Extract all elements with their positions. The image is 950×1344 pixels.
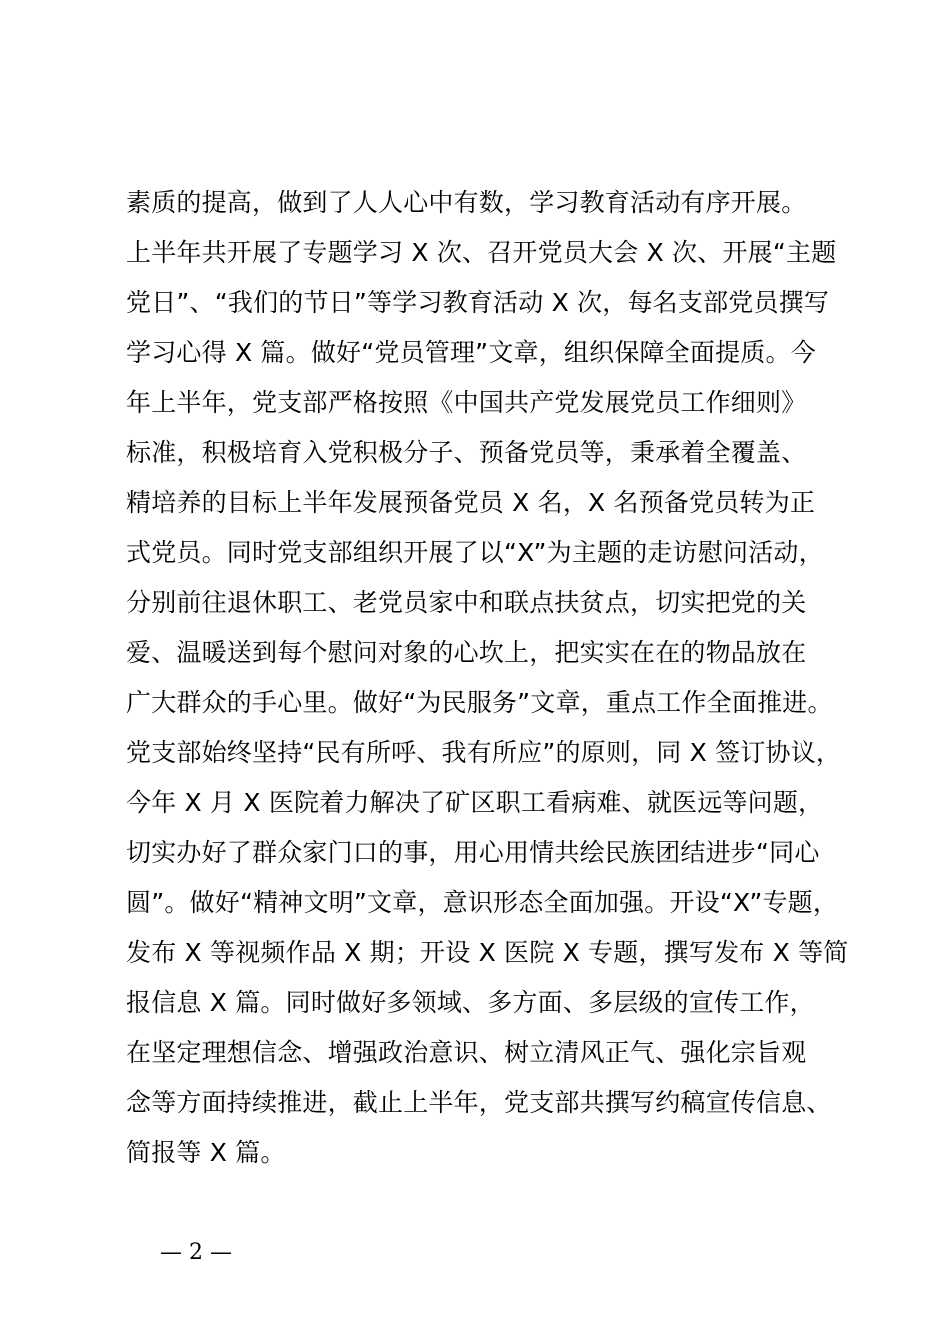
paragraph-line: 念等方面持续推进，截止上半年，党支部共撰写约稿宣传信息、 [126,1088,832,1117]
paragraph-line: 今年 X 月 X 医院着力解决了矿区职工看病难、就医远等问题， [126,788,824,817]
paragraph-line: 在坚定理想信念、增强政治意识、树立清风正气、强化宗旨观 [126,1038,807,1067]
paragraph-line: 年上半年，党支部严格按照《中国共产党发展党员工作细则》 [126,388,807,417]
paragraph-line: 简报等 X 篇。 [126,1138,286,1167]
body-paragraph [126,178,866,1178]
paragraph-line: 素质的提高，做到了人人心中有数，学习教育活动有序开展。 [126,188,807,217]
paragraph-line: 式党员。同时党支部组织开展了以“X”为主题的走访慰问活动， [126,538,824,567]
paragraph-line: 党日”、“我们的节日”等学习教育活动 X 次，每名支部党员撰写 [126,288,830,317]
paragraph-line: 学习心得 X 篇。做好“党员管理”文章，组织保障全面提质。今 [126,338,816,367]
page-number: — 2 — [160,1240,232,1265]
paragraph-line: 上半年共开展了专题学习 X 次、召开党员大会 X 次、开展“主题 [126,238,837,267]
paragraph-line: 圆”。做好“精神文明”文章，意识形态全面加强。开设“X”专题， [126,888,839,917]
paragraph-line: 爱、温暖送到每个慰问对象的心坎上，把实实在在的物品放在 [126,638,807,667]
paragraph-line: 分别前往退休职工、老党员家中和联点扶贫点，切实把党的关 [126,588,807,617]
paragraph-line: 发布 X 等视频作品 X 期；开设 X 医院 X 专题，撰写发布 X 等简 [126,938,849,967]
paragraph-line: 报信息 X 篇。同时做好多领域、多方面、多层级的宣传工作， [126,988,815,1017]
paragraph-line: 切实办好了群众家门口的事，用心用情共绘民族团结进步“同心 [126,838,820,867]
paragraph-line: 党支部始终坚持“民有所呼、我有所应”的原则，同 X 签订协议， [126,738,842,767]
paragraph-line: 精培养的目标上半年发展预备党员 X 名，X 名预备党员转为正 [126,488,816,517]
paragraph-line: 广大群众的手心里。做好“为民服务”文章，重点工作全面推进。 [126,688,833,717]
paragraph-line: 标准，积极培育入党积极分子、预备党员等，秉承着全覆盖、 [126,438,807,467]
